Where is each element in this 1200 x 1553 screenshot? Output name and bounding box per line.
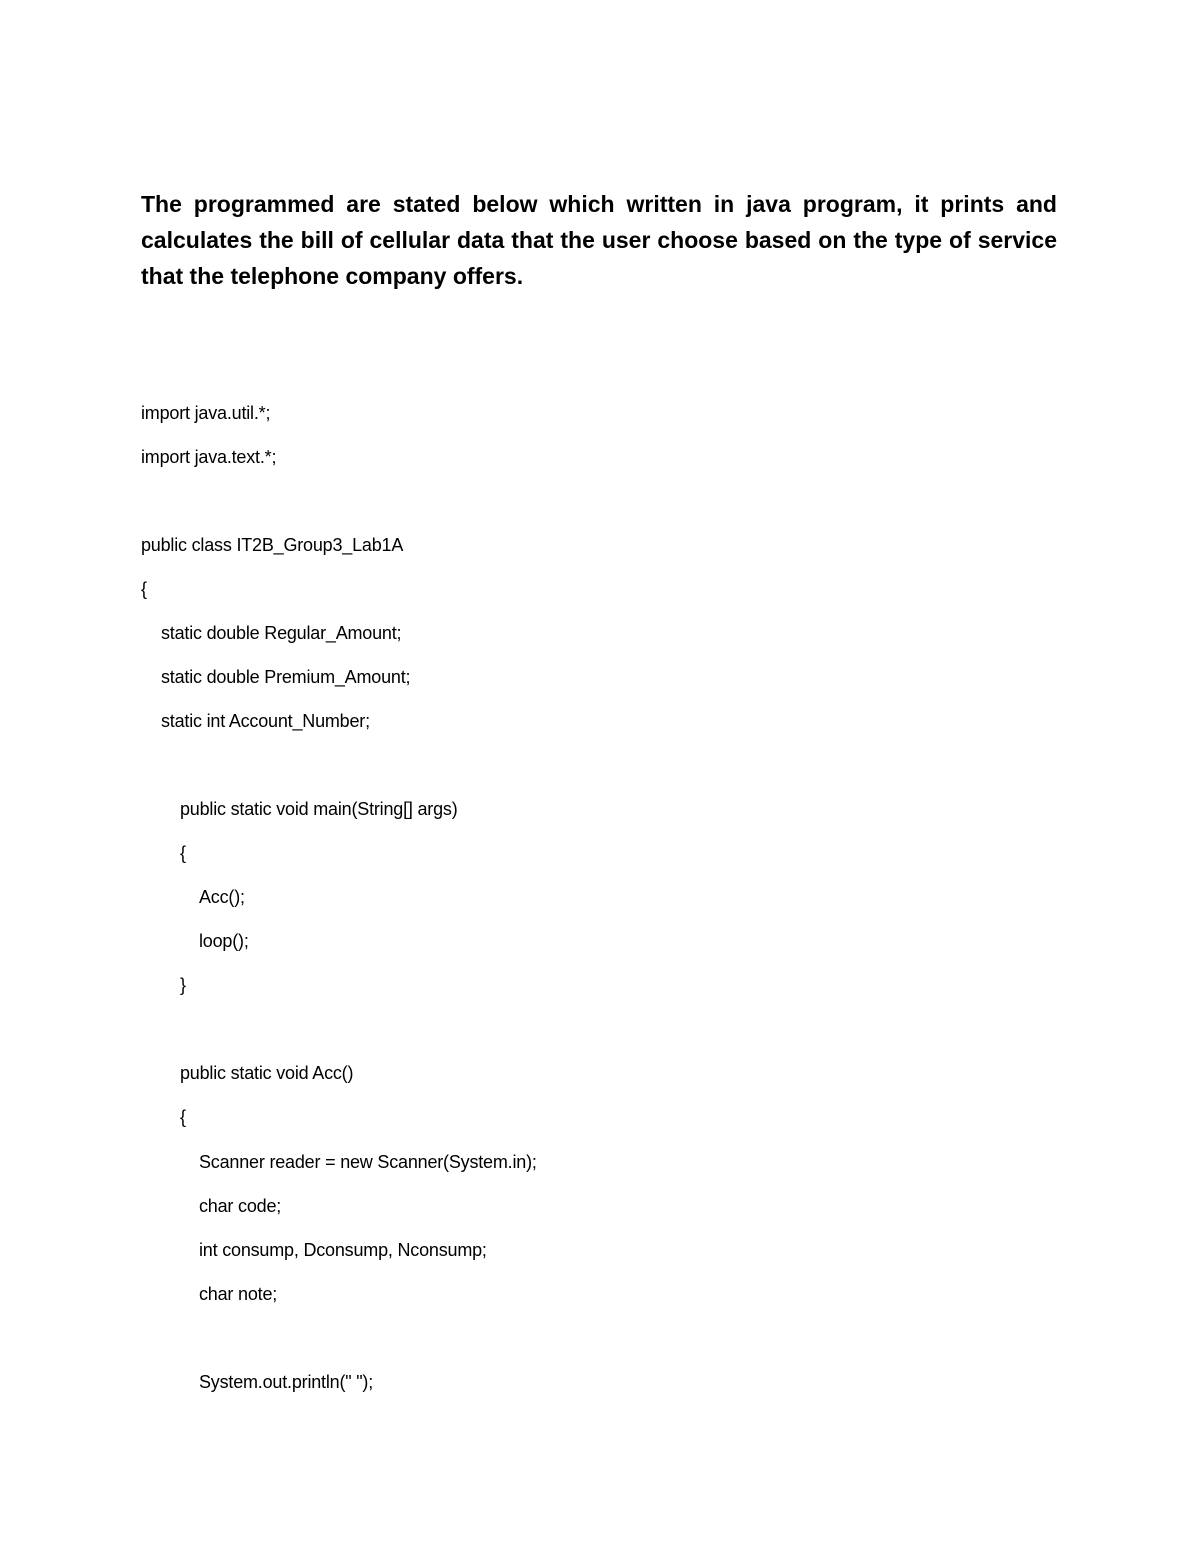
code-line: } [180, 975, 186, 995]
code-line: static double Regular_Amount; [161, 623, 402, 643]
code-line: static int Account_Number; [161, 711, 370, 731]
code-line: static double Premium_Amount; [161, 667, 411, 687]
code-line: { [180, 843, 186, 863]
code-line: { [141, 579, 147, 599]
code-line: System.out.println(" "); [199, 1372, 374, 1392]
code-line: int consump, Dconsump, Nconsump; [199, 1240, 487, 1260]
intro-paragraph: The programmed are stated below which written in java program, it prints and calculates the bill of cellular data that the user choose based on the type of service that the telephone company offers. [141, 191, 1057, 289]
code-line: char note; [199, 1284, 278, 1304]
code-line: public static void main(String[] args) [180, 799, 458, 819]
code-line: loop(); [199, 931, 249, 951]
code-line: { [180, 1107, 186, 1127]
code-line: Acc(); [199, 887, 245, 907]
code-line: public static void Acc() [180, 1063, 354, 1083]
code-line: char code; [199, 1196, 282, 1216]
code-line: public class IT2B_Group3_Lab1A [141, 535, 404, 555]
code-line: import java.text.*; [141, 447, 277, 467]
code-line: import java.util.*; [141, 403, 271, 423]
code-line: Scanner reader = new Scanner(System.in); [199, 1152, 537, 1172]
